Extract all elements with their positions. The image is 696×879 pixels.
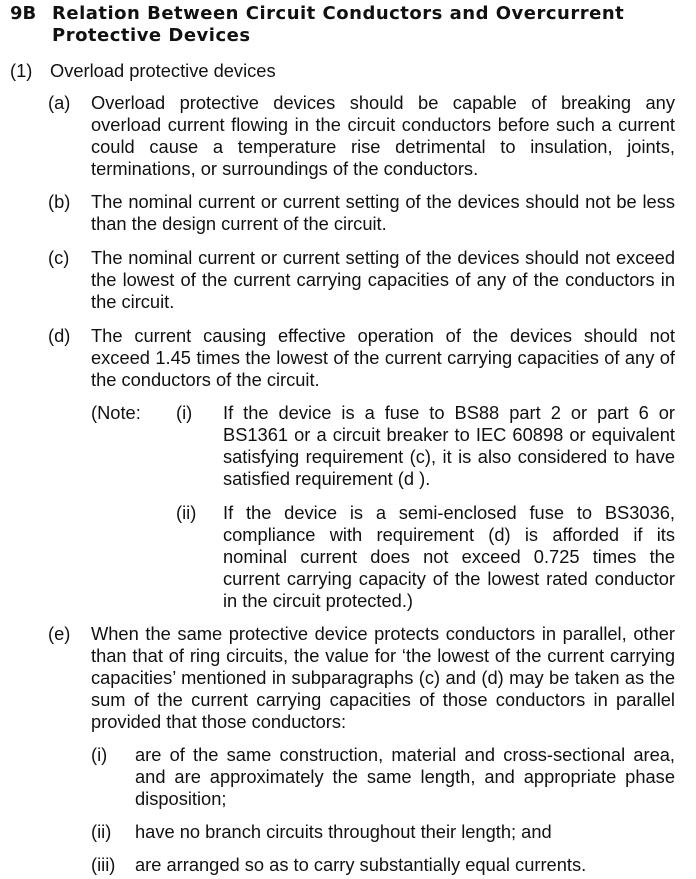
list-item-e-ii [91,821,691,845]
note-item-ii-text: If the device is a semi-enclosed fuse to BS3036, compliance with requirement (d) is afforded if its nominal current does not exceed 0.725 times the current carrying capacity of the lowest rated conductor in the circuit protected.) [223,502,675,611]
list-item-e-text: When the same protective device protects conductors in parallel, other than that of ring circuits, the value for ‘the lowest of the current carrying capacities’ mentioned in subparagraphs (c) and (d) may be taken as the sum of the current carrying capacities of those conductors in parallel provided that those conductors: [91,623,675,732]
list-item-e [48,623,688,735]
list-item-e-label: (e) [48,623,71,644]
list-item-b [48,191,688,237]
list-item-a [48,92,688,182]
list-item-e-ii-text: have no branch circuits throughout their length; and [135,821,552,842]
paragraph-1-text: Overload protective devices [50,60,276,81]
note-label: (Note: [91,402,141,423]
paragraph-1-label: (1) [10,60,33,81]
list-item-e-i-label: (i) [91,744,108,765]
list-item-c-label: (c) [48,247,70,268]
list-item-c [48,247,688,315]
list-item-b-text: The nominal current or current setting of the devices should not be less than the design current of the circuit. [91,191,675,234]
list-item-e-i [91,744,691,812]
list-item-d-label: (d) [48,325,71,346]
paragraph-1 [10,60,690,82]
section-number: 9B [10,3,37,24]
list-item-d-text: The current causing effective operation of the devices should not exceed 1.45 times the lowest of the current carrying capacities of any of the conductors of the circuit. [91,325,675,390]
note-item-i-text: If the device is a fuse to BS88 part 2 or part 6 or BS1361 or a circuit breaker to IEC 60898 or equivalent satisfying requirement (c), it is also considered to have satisfied requirement (d ). [223,402,675,489]
section-title: Relation Between Circuit Conductors and Overcurrent Protective Devices [52,3,625,46]
note-block [91,402,691,617]
list-item-e-ii-label: (ii) [91,821,112,842]
list-item-e-iii-text: are arranged so as to carry substantially equal currents. [135,854,587,875]
list-item-e-iii-label: (iii) [91,854,116,875]
list-item-b-label: (b) [48,191,71,212]
note-item-ii-label: (ii) [176,502,197,523]
list-item-e-iii [91,854,691,878]
list-item-c-text: The nominal current or current setting of the devices should not exceed the lowest of the current carrying capacities of any of the conductors in the circuit. [91,247,675,312]
list-item-a-label: (a) [48,92,71,113]
list-item-a-text: Overload protective devices should be capable of breaking any overload current flowing in the circuit conductors before such a current could cause a temperature rise detrimental to insulation, joints, terminations, or surroundings of the conductors. [91,92,675,179]
list-item-d [48,325,688,393]
note-item-i-label: (i) [176,402,193,423]
list-item-e-i-text: are of the same construction, material and cross-sectional area, and are approximately the same length, and appropriate phase disposition; [135,744,675,809]
